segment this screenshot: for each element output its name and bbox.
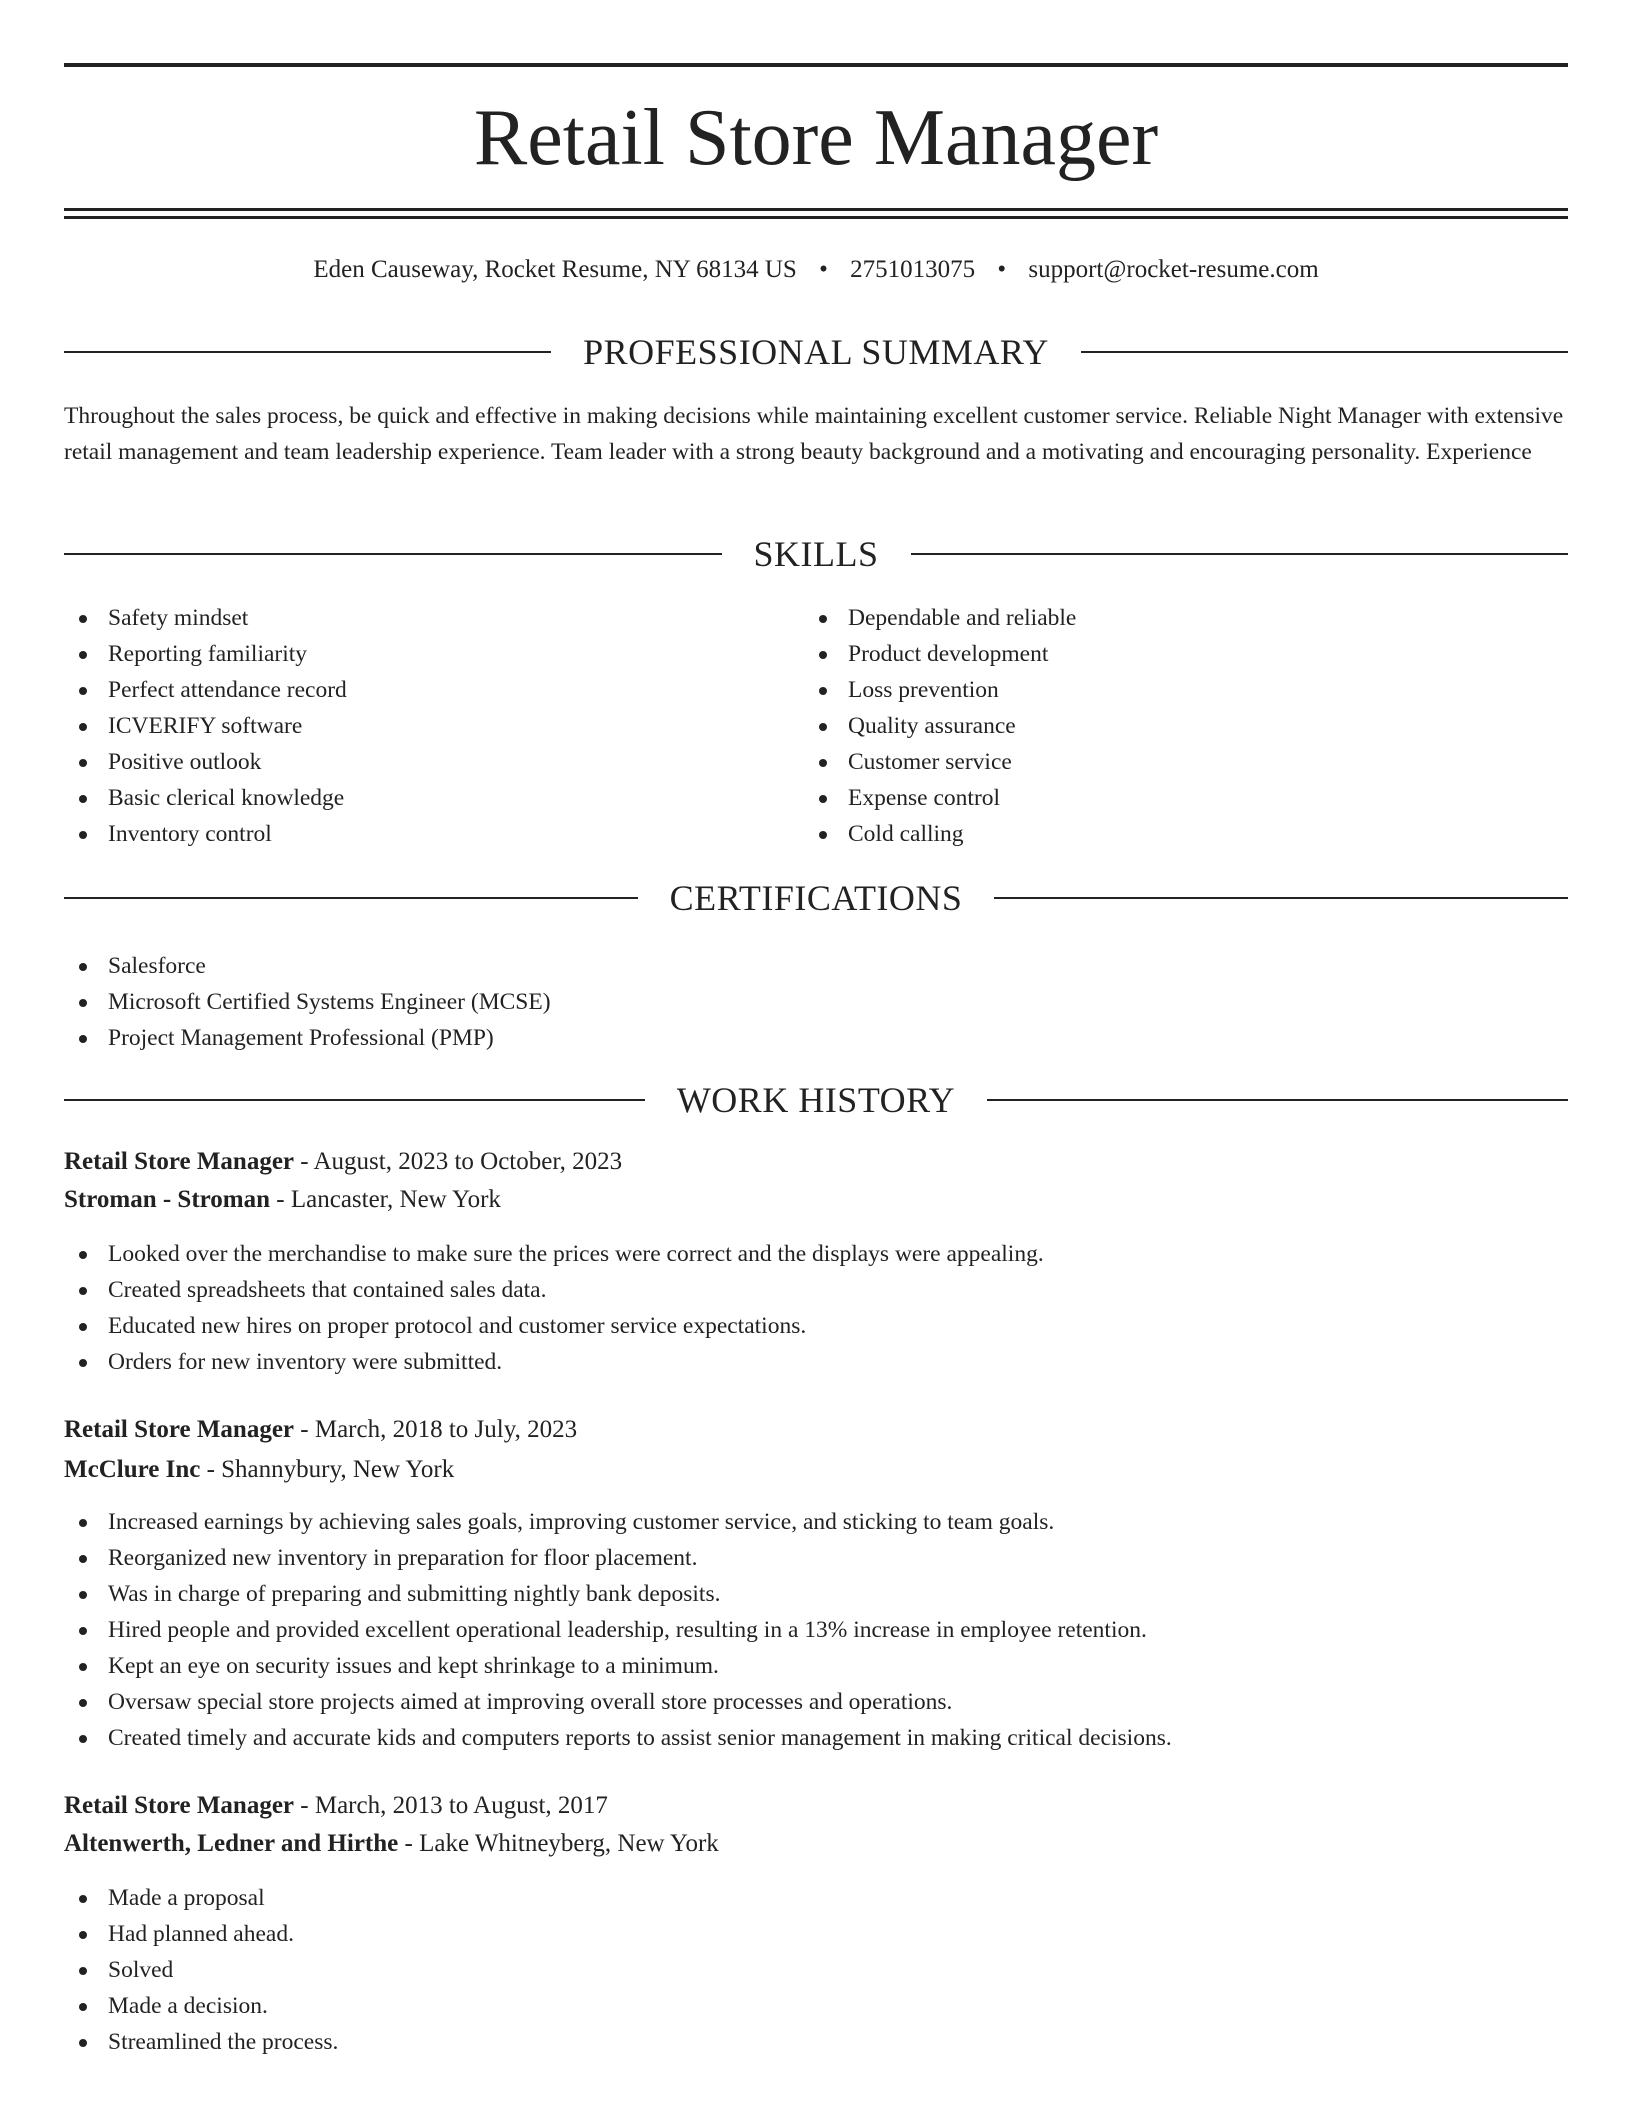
contact-address: Eden Causeway, Rocket Resume, NY 68134 US (313, 256, 797, 283)
job-bullet: Orders for new inventory were submitted. (64, 1344, 1464, 1380)
section-rule-left (64, 897, 638, 899)
job-location: - Shannybury, New York (200, 1456, 455, 1483)
section-rule-left (64, 553, 722, 555)
section-rule-left (64, 1099, 645, 1101)
certification-item: Project Management Professional (PMP) (64, 1020, 1464, 1056)
job-title-line (64, 1412, 1568, 1448)
job-bullet: Looked over the merchandise to make sure the prices were correct and the displays were appealing. (64, 1236, 1464, 1272)
job-title-line (64, 1144, 1568, 1180)
job-bullet: Made a decision. (64, 1988, 1464, 2024)
job-company-line (64, 1826, 1568, 1862)
summary-text: Throughout the sales process, be quick and effective in making decisions while maintaining excellent customer service. Reliable Night Manager with extensive retail management and team leadership experience. Team leader with a strong beauty background and a motivating and encouraging personality. Experience (64, 403, 1564, 465)
skill-item: Loss prevention (804, 672, 1504, 708)
skill-item: Reporting familiarity (64, 636, 764, 672)
skill-item: Cold calling (804, 816, 1504, 852)
job-dates: - March, 2018 to July, 2023 (294, 1416, 578, 1443)
section-title-skills: SKILLS (753, 534, 879, 574)
skill-item: Dependable and reliable (804, 600, 1504, 636)
job-dates: - August, 2023 to October, 2023 (294, 1148, 623, 1175)
job-company: McClure Inc (64, 1456, 201, 1483)
section-title-work-history: WORK HISTORY (676, 1080, 956, 1120)
job-bullets (64, 1504, 1464, 1756)
skill-item: Product development (804, 636, 1504, 672)
section-header-skills (64, 532, 1568, 576)
certifications-list (64, 948, 1464, 1056)
certification-item: Microsoft Certified Systems Engineer (MCSE) (64, 984, 1464, 1020)
job-bullet: Kept an eye on security issues and kept shrinkage to a minimum. (64, 1648, 1464, 1684)
job-dates: - March, 2013 to August, 2017 (294, 1792, 608, 1819)
job-bullet: Increased earnings by achieving sales goals, improving customer service, and sticking to team goals. (64, 1504, 1464, 1540)
job-bullet: Created timely and accurate kids and computers reports to assist senior management in making critical decisions. (64, 1720, 1464, 1756)
section-header-summary (64, 330, 1568, 374)
job-bullets (64, 1236, 1464, 1380)
job-company: Altenwerth, Ledner and Hirthe (64, 1830, 399, 1857)
job-bullet: Was in charge of preparing and submitting nightly bank deposits. (64, 1576, 1464, 1612)
job-bullet: Hired people and provided excellent operational leadership, resulting in a 13% increase in employee retention. (64, 1612, 1464, 1648)
section-rule-right (987, 1099, 1568, 1101)
job-title: Retail Store Manager (64, 1792, 295, 1819)
header-double-rule-lower (64, 216, 1568, 219)
skill-item: Basic clerical knowledge (64, 780, 764, 816)
section-title-certifications: CERTIFICATIONS (669, 878, 963, 918)
skill-item: ICVERIFY software (64, 708, 764, 744)
resume-name: Retail Store Manager (473, 94, 1159, 182)
job-bullets (64, 1880, 1464, 2060)
job-company-line (64, 1452, 1568, 1488)
contact-separator: • (997, 256, 1007, 283)
skill-item: Perfect attendance record (64, 672, 764, 708)
job-title: Retail Store Manager (64, 1148, 295, 1175)
job-company-line (64, 1182, 1568, 1218)
section-rule-right (1081, 351, 1568, 353)
job-company: Stroman - Stroman (64, 1186, 271, 1213)
section-header-certifications (64, 876, 1568, 920)
certification-item: Salesforce (64, 948, 1464, 984)
skill-item: Quality assurance (804, 708, 1504, 744)
section-rule-right (911, 553, 1569, 555)
section-rule-left (64, 351, 551, 353)
job-bullet: Reorganized new inventory in preparation for floor placement. (64, 1540, 1464, 1576)
contact-separator: • (819, 256, 828, 283)
job-bullet: Made a proposal (64, 1880, 1464, 1916)
job-bullet: Solved (64, 1952, 1464, 1988)
section-header-work-history (64, 1078, 1568, 1122)
contact-phone: 2751013075 (850, 256, 976, 283)
skill-item: Positive outlook (64, 744, 764, 780)
skill-item: Inventory control (64, 816, 764, 852)
job-location: - Lake Whitneyberg, New York (398, 1830, 719, 1857)
job-title: Retail Store Manager (64, 1416, 295, 1443)
job-bullet: Streamlined the process. (64, 2024, 1464, 2060)
skill-item: Expense control (804, 780, 1504, 816)
contact-line (64, 252, 1568, 288)
job-title-line (64, 1788, 1568, 1824)
skills-list-right (804, 600, 1504, 852)
job-bullet: Oversaw special store projects aimed at improving overall store processes and operations. (64, 1684, 1464, 1720)
job-bullet: Created spreadsheets that contained sales data. (64, 1272, 1464, 1308)
header-double-rule-upper (64, 208, 1568, 211)
skill-item: Customer service (804, 744, 1504, 780)
job-bullet: Had planned ahead. (64, 1916, 1464, 1952)
skill-item: Safety mindset (64, 600, 764, 636)
job-location: - Lancaster, New York (270, 1186, 501, 1213)
job-bullet: Educated new hires on proper protocol and customer service expectations. (64, 1308, 1464, 1344)
section-rule-right (994, 897, 1568, 899)
skills-list-left (64, 600, 764, 852)
header-top-rule (64, 63, 1568, 67)
contact-email: support@rocket-resume.com (1028, 256, 1319, 283)
section-title-summary: PROFESSIONAL SUMMARY (583, 332, 1049, 372)
